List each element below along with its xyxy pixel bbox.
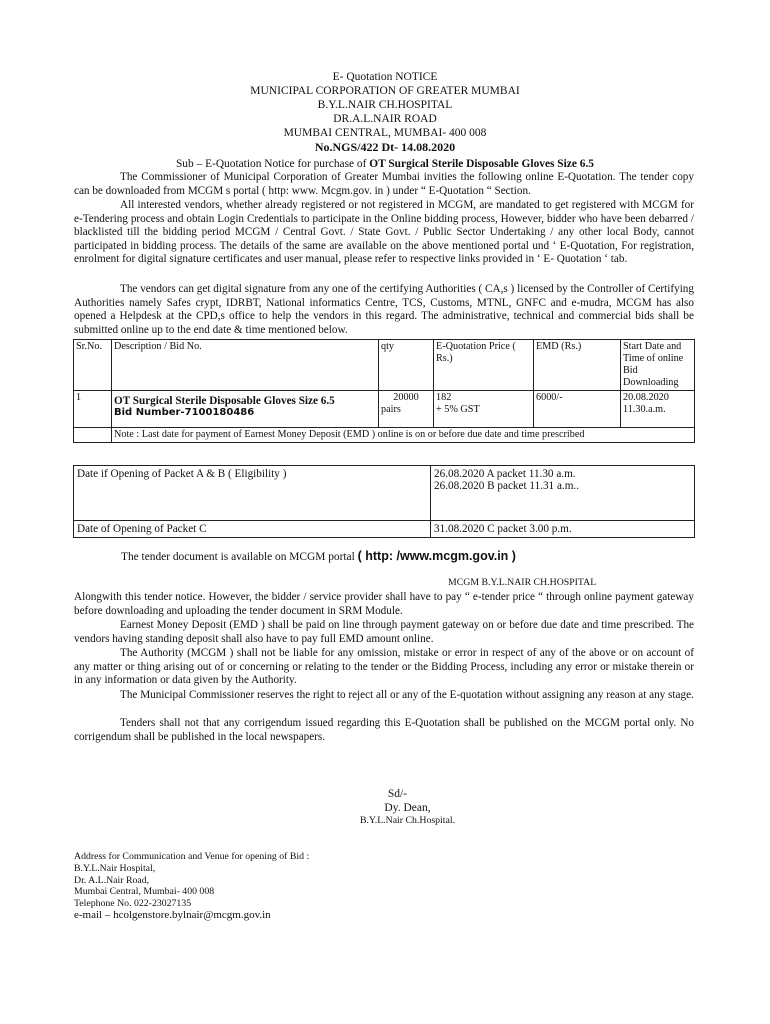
mcgm-hospital-label: MCGM B.Y.L.NAIR CH.HOSPITAL — [448, 577, 597, 588]
header-price: E-Quotation Price ( Rs.) — [434, 340, 534, 391]
cell-qty-unit: pairs — [381, 404, 401, 415]
bid-table — [73, 339, 695, 443]
paragraph-rejection: The Municipal Commissioner reserves the right to reject all or any of the E-quotation without assigning any reason at any stage. — [120, 689, 694, 701]
paragraph-payment: Alongwith this tender notice. However, the bidder / service provider shall have to pay “ e-tender price “ through online payment gateway before downloading and uploading the tender document in SRM Module. — [74, 591, 694, 617]
reference-number: No.NGS/422 Dt- 14.08.2020 — [314, 140, 456, 154]
signature-org: B.Y.L.Nair Ch.Hospital. — [359, 815, 456, 826]
hospital-name: B.Y.L.NAIR CH.HOSPITAL — [317, 99, 453, 111]
cell-emd: 6000/- — [534, 391, 621, 428]
header-start-line-1: Start Date and — [623, 341, 682, 352]
address-city: Mumbai Central, Mumbai- 400 008 — [74, 886, 215, 898]
bid-table-header-row — [74, 340, 695, 391]
opening-packet-b: 26.08.2020 B packet 11.31 a.m.. — [434, 480, 580, 492]
hospital-road: DR.A.L.NAIR ROAD — [333, 113, 437, 125]
note-spacer — [74, 428, 112, 443]
paragraph-registration: All interested vendors, whether already registered or not registered in MCGM, are mandated to get registered with MCGM for e-Tendering process and obtain Login Credentials to participate in the Online bidding process, However, bidder who have been debarred / blacklisted till the bidding period MCGM / Central Govt. / State Govt. / Public Sector Undertaking / any other local Body, cannot participated in bidding process. The details of the same are available on the above mentioned portal und ‘ E-Quotation, For registration, enrolment for digital signature certificates and user manual, please refer to respective links provided in ‘ E- Quotation ‘ tab. — [74, 199, 694, 266]
subject-prefix: Sub – E-Quotation Notice for purchase of — [175, 158, 370, 170]
paragraph-digital-signature: The vendors can get digital signature from any one of the certifying Authorities ( CA,s ) licensed by the Controller of Certifying Authorities namely Safes crypt, IDRBT, National informatics Centre, TCS, Customs, MTNL, GNFC and e-mudra, MCGM has also opened a Helpdesk at the CPD,s office to help the vendors in this regard. The administrative, technical and commercial bids shall be submitted online up to the end date & time mentioned below. — [74, 283, 694, 336]
cell-qty — [379, 391, 434, 428]
header-emd: EMD (Rs.) — [534, 340, 621, 391]
opening-row-c — [74, 521, 695, 538]
opening-value-a-b — [431, 466, 695, 521]
header-sr-no: Sr.No. — [74, 340, 112, 391]
hospital-city: MUMBAI CENTRAL, MUMBAI- 400 008 — [283, 127, 487, 139]
cell-time: 11.30.a.m. — [623, 404, 666, 415]
signature-sd: Sd/- — [387, 788, 408, 800]
cell-item-name: OT Surgical Sterile Disposable Gloves Size 6.5 — [114, 395, 335, 407]
subject-line — [0, 157, 770, 171]
opening-label-c: Date of Opening of Packet C — [74, 521, 431, 538]
address-email[interactable]: e-mail – hcolgenstore.bylnair@mcgm.gov.in — [74, 908, 271, 921]
address-road: Dr. A.L.Nair Road, — [74, 874, 150, 886]
header-qty: qty — [379, 340, 434, 391]
header-start-date — [621, 340, 695, 391]
address-hospital: B.Y.L.Nair Hospital, — [74, 862, 156, 874]
signature-name: Dy. Dean, — [384, 802, 431, 814]
cell-description — [112, 391, 379, 428]
signature-block — [0, 787, 770, 827]
header-start-line-2: Time of online — [623, 353, 684, 364]
address-telephone: Telephone No. 022-23027135 — [74, 898, 192, 910]
address-heading: Address for Communication and Venue for opening of Bid : — [74, 851, 310, 862]
portal-url[interactable]: ( http: /www.mcgm.gov.in ) — [357, 549, 516, 563]
emd-note: Note : Last date for payment of Earnest Money Deposit (EMD ) online is on or before due date and time prescribed — [112, 428, 695, 443]
opening-label-a-b: Date if Opening of Packet A & B ( Eligibility ) — [74, 466, 431, 521]
opening-packet-a: 26.08.2020 A packet 11.30 a.m. — [434, 468, 576, 480]
paragraph-invitation: The Commissioner of Municipal Corporation of Greater Mumbai invities the following online E-Quotation. The tender copy can be downloaded from MCGM s portal ( http: www. Mcgm.gov. in ) under “ E-Quotation “ Section. — [74, 171, 694, 197]
paragraph-corrigendum: Tenders shall not that any corrigendum issued regarding this E-Quotation shall be published on the MCGM portal only. No corrigendum shall be published in the local newspapers. — [74, 717, 694, 743]
corporation-name: MUNICIPAL CORPORATION OF GREATER MUMBAI — [250, 85, 520, 97]
header-start-line-4: Downloading — [623, 377, 679, 388]
address-block — [74, 851, 309, 922]
paragraph-emd: Earnest Money Deposit (EMD ) shall be paid on line through payment gateway on or before due date and time prescribed. The vendors having standing deposit shall also have to pay full EMD amount online. — [74, 619, 694, 645]
notice-heading: E- Quotation NOTICE — [332, 71, 438, 83]
cell-start-date — [621, 391, 695, 428]
opening-dates-table — [73, 465, 695, 538]
cell-price-tax: + 5% GST — [436, 404, 480, 415]
subject-item: OT Surgical Sterile Disposable Gloves Size 6.5 — [369, 158, 595, 170]
portal-line — [121, 549, 516, 563]
opening-row-a-b — [74, 466, 695, 521]
header-start-line-3: Bid — [623, 365, 638, 376]
cell-bid-number: Bid Number-7100180486 — [114, 407, 255, 418]
cell-qty-value: 20000 — [393, 392, 419, 403]
opening-value-c: 31.08.2020 C packet 3.00 p.m. — [431, 521, 695, 538]
bid-table-note-row — [74, 428, 695, 443]
cell-price-value: 182 — [436, 392, 452, 403]
cell-date: 20.08.2020 — [623, 392, 669, 403]
bid-table-row — [74, 391, 695, 428]
header-description: Description / Bid No. — [112, 340, 379, 391]
cell-price — [434, 391, 534, 428]
paragraph-liability: The Authority (MCGM ) shall not be liable for any omission, mistake or error in respect of any of the above or on account of any matter or thing arising out of or concerning or relating to the tender or the Bidding Process, including any error or mistake therein or in any information or data given by the Authority. — [74, 647, 694, 687]
portal-text: The tender document is available on MCGM portal — [121, 551, 358, 563]
cell-sr-no: 1 — [74, 391, 112, 428]
